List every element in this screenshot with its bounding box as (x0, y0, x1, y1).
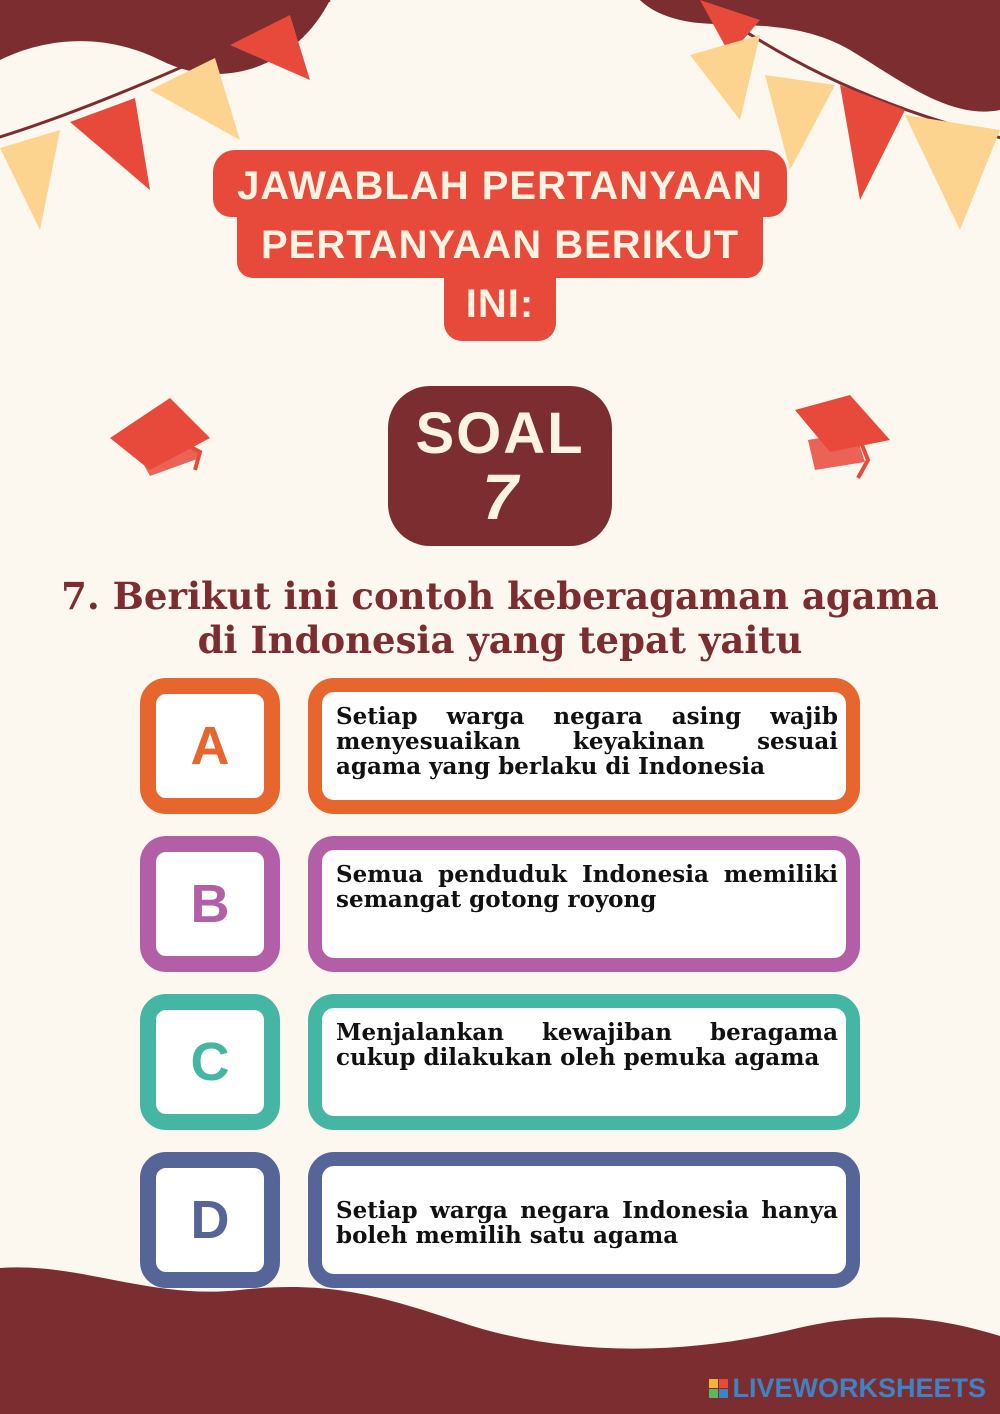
option-a-letter-box[interactable] (140, 678, 280, 814)
soal-label: SOAL (415, 401, 585, 466)
graduation-cap-icon-left (110, 398, 210, 476)
graduation-cap-icon-right (795, 395, 890, 478)
option-c-letter: C (190, 1032, 230, 1092)
soal-number: 7 (482, 461, 518, 533)
question-number-badge (388, 386, 612, 546)
title-line-1: JAWABLAH PERTANYAAN (213, 150, 787, 217)
title-line-2: PERTANYAAN BERIKUT (237, 217, 763, 278)
option-c-answer-box[interactable] (308, 994, 860, 1130)
option-a-text: Setiap warga negara asing wajib menyesuaikan keyakinan sesuai agama yang berlaku di Indonesia (336, 703, 838, 780)
option-d-letter-box[interactable] (140, 1152, 280, 1288)
option-d-answer-box[interactable] (308, 1152, 860, 1288)
option-d-letter: D (190, 1190, 230, 1250)
title-banner (0, 150, 1000, 341)
brand-name: LIVEWORKSHEETS (732, 1373, 986, 1403)
option-a-answer-box[interactable] (308, 678, 860, 814)
title-line-3: INI: (444, 278, 556, 341)
option-d-text: Setiap warga negara Indonesia hanya boleh memilih satu agama (336, 1197, 838, 1249)
question-text: 7. Berikut ini contoh keberagaman agama di Indonesia yang tepat yaitu (61, 574, 939, 662)
liveworksheets-logo (709, 1373, 986, 1404)
option-b-answer-box[interactable] (308, 836, 860, 972)
option-b-letter: B (190, 874, 230, 934)
option-c-text: Menjalankan kewajiban beragama cukup dilakukan oleh pemuka agama (336, 1019, 838, 1071)
bunting-flag (690, 35, 760, 120)
option-b-letter-box[interactable] (140, 836, 280, 972)
option-c-letter-box[interactable] (140, 994, 280, 1130)
liveworksheets-mark-icon (709, 1379, 728, 1398)
option-b-text: Semua penduduk Indonesia memiliki semangat gotong royong (336, 861, 838, 913)
option-a-letter: A (190, 716, 230, 776)
